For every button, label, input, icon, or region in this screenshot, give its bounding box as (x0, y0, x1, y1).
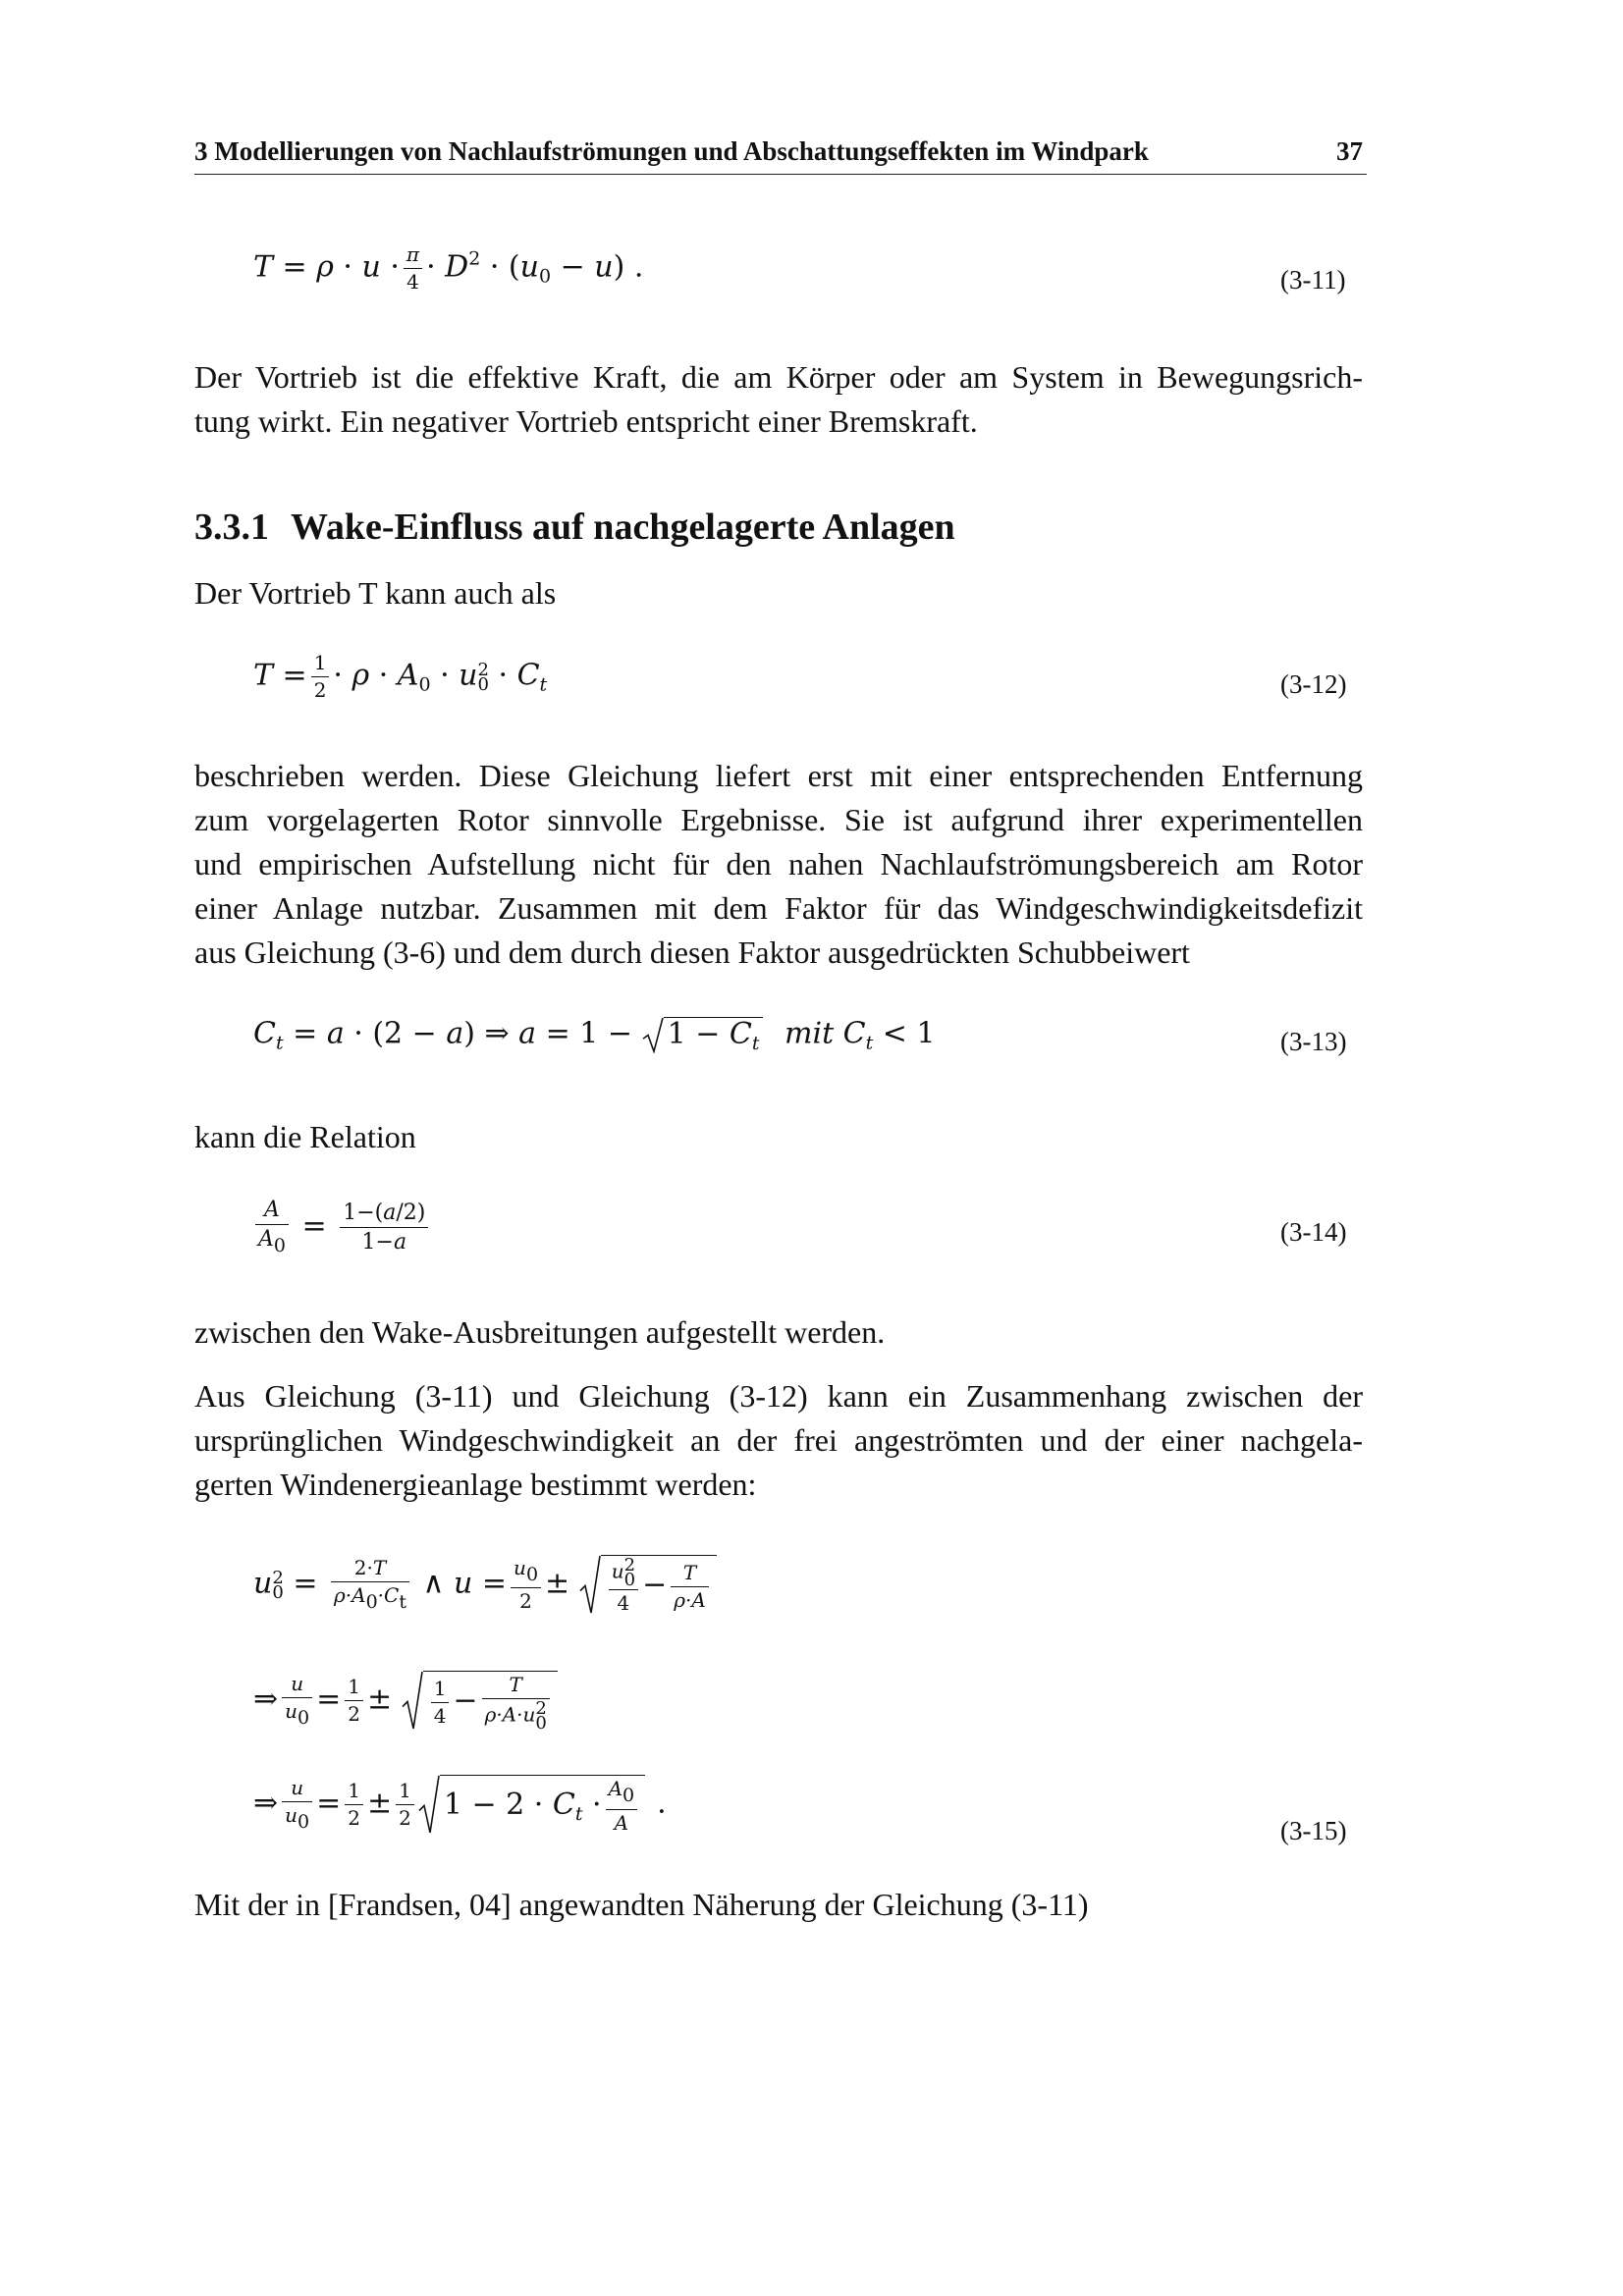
paragraph-relation-intro (194, 1115, 1363, 1159)
paragraph-intro-3-12 (194, 571, 1363, 615)
paragraph-closing (194, 1883, 1363, 1927)
equation-3-13: $C_t = a \cdot (2 - a)$ ⇒ a = 1 − $1 - C_t$ mit $C_t < 1$ (253, 1016, 936, 1054)
text-line: ursprünglichen Windgeschwindigkeit an der frei angeströmten und der einer nachgela- (194, 1422, 1363, 1458)
text-line: zum vorgelagerten Rotor sinnvolle Ergebnisse. Sie ist aufgrund ihrer experimentellen (194, 802, 1363, 837)
equation-3-15-line-3: ⇒ $\frac{u}{u0}$ = $\frac{1}{2}$ ± $\frac{1}{2}$ $1 - 2 \cdot C_t$ · $\frac{A0}{A}$ . (253, 1775, 667, 1835)
equation-3-12: T = $\frac{1}{2}$ · $\rho \cdot A_0 \cdot u$ 2 0 · $C_t$ (253, 651, 548, 702)
text-line: aus Gleichung (3-6) und dem durch diesen Faktor ausgedrückten Schubbeiwert (194, 934, 1190, 970)
paragraph-after-3-14 (194, 1310, 1363, 1355)
equation-number: (3-15) (1280, 1816, 1347, 1845)
paragraph-vortrieb-definition (194, 355, 1363, 444)
text-line: und empirischen Aufstellung nicht für den nahen Nachlaufströmungsbereich am Rotor (194, 846, 1363, 881)
text-line: kann die Relation (194, 1119, 416, 1154)
equation-3-11: T = ρ · u · $\frac{\pi}{4}$ · $D^2 \cdot (u_0 - u)$ . (253, 242, 644, 294)
section-title: Wake-Einfluss auf nachgelagerte Anlagen (291, 507, 955, 548)
text-line: Mit der in [Frandsen, 04] angewandten Näherung der Gleichung (3-11) (194, 1887, 1089, 1922)
page-number: 37 (1336, 136, 1363, 166)
text-line: tung wirkt. Ein negativer Vortrieb entspricht einer Bremskraft. (194, 403, 978, 439)
text-line: einer Anlage nutzbar. Zusammen mit dem Faktor für das Windgeschwindigkeitsdefizit (194, 890, 1363, 926)
text-line: Der Vortrieb ist die effektive Kraft, die am Körper oder am System in Bewegungsrich- (194, 359, 1363, 395)
paragraph-intro-3-15 (194, 1374, 1363, 1507)
text-line: beschrieben werden. Diese Gleichung liefert erst mit einer entsprechenden Entfernung (194, 758, 1363, 793)
text-line: Aus Gleichung (3-11) und Gleichung (3-12) kann ein Zusammenhang zwischen der (194, 1378, 1363, 1414)
text-line: zwischen den Wake-Ausbreitungen aufgestellt werden. (194, 1314, 886, 1350)
equation-3-15-line-1: u 2 0 = $\frac{2\cdot T}{\rho\cdot A0\cdot Ct}$ ∧ u = $\frac{u0}{2}$ ± u 2 0 4 − $\frac{T}{\rho\cdot A}$ (253, 1555, 717, 1615)
text-line: Der Vortrieb T kann auch als (194, 575, 557, 611)
equation-3-14: $\frac{A}{A0}$ = $\frac{1-(a/2)}{1-a}$ (251, 1198, 432, 1257)
text-line: gerten Windenergieanlage bestimmt werden: (194, 1467, 757, 1502)
section-number: 3.3.1 (194, 507, 269, 548)
section-heading (194, 503, 955, 552)
paragraph-after-3-12 (194, 754, 1363, 975)
running-header (194, 134, 1367, 175)
equation-number: (3-12) (1280, 669, 1347, 699)
equation-number: (3-13) (1280, 1027, 1347, 1056)
equation-3-15-line-2: ⇒ $\frac{u}{u0}$ = $\frac{1}{2}$ ± $\frac{1}{4}$ − T ρ·A·u 2 0 (253, 1671, 558, 1731)
chapter-title: 3 Modellierungen von Nachlaufströmungen und Abschattungseffekten im Windpark (194, 136, 1149, 166)
equation-number: (3-11) (1280, 265, 1346, 294)
equation-number: (3-14) (1280, 1217, 1347, 1247)
